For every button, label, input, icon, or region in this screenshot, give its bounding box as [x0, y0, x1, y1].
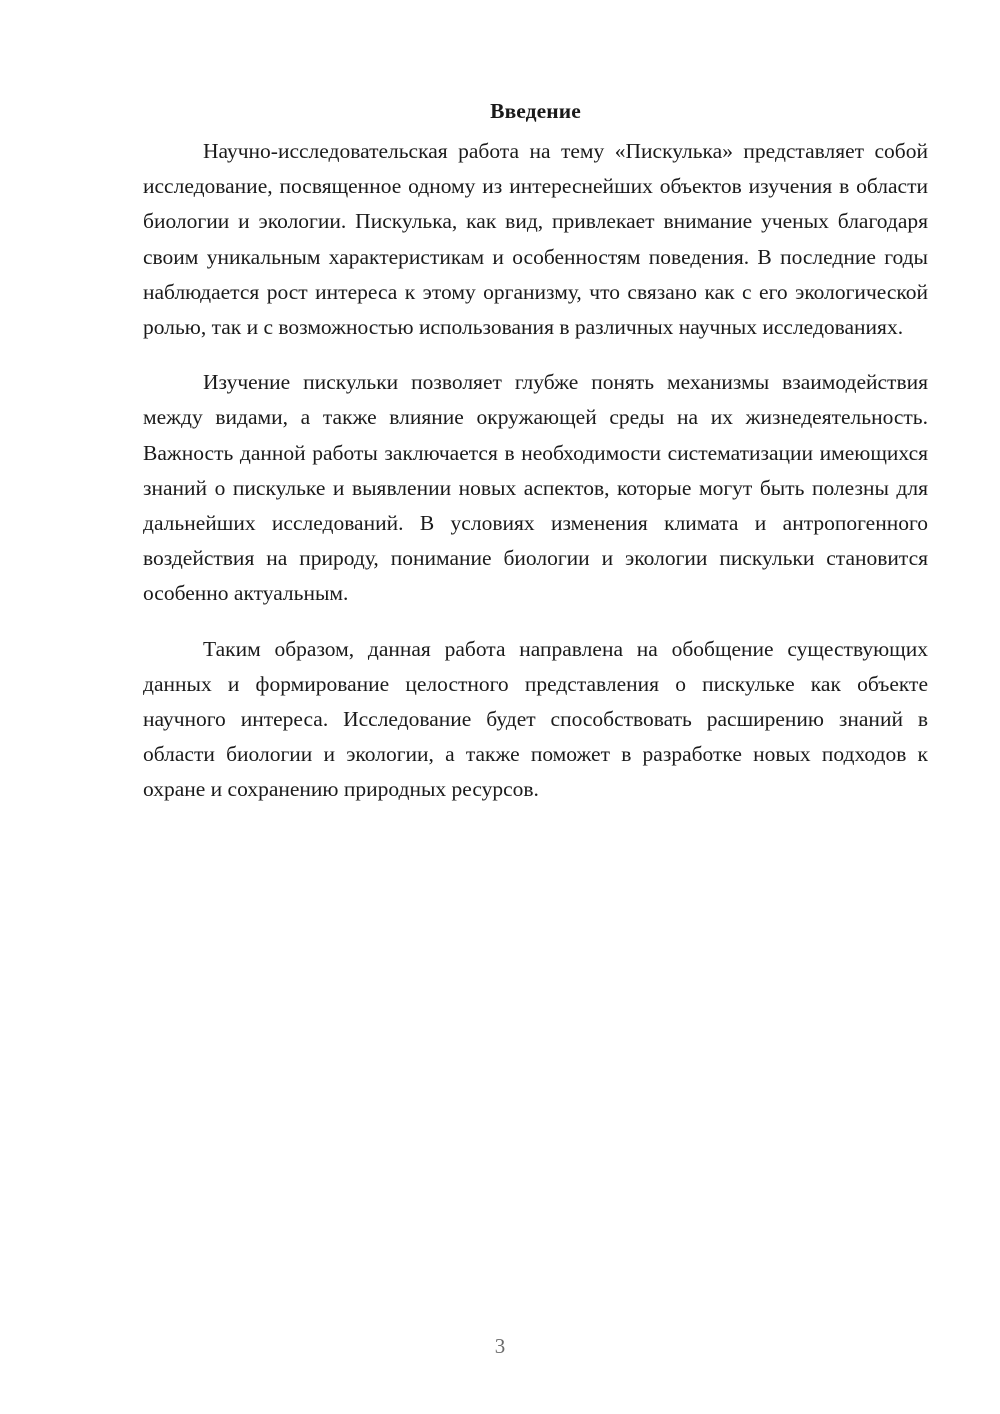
page-number: 3	[494, 1334, 506, 1358]
paragraph-1: Научно-исследовательская работа на тему «Пискулька» представляет собой исследование, посвященное одному из интереснейших объектов изучения в области биологии и экологии. Пискулька, как вид, привлекает внимание ученых благодаря своим уникальным характеристикам и особенностям поведения. В последние годы наблюдается рост интереса к этому организму, что связано как с его экологической ролью, так и с возможностью использования в различных научных исследованиях.	[143, 139, 928, 340]
section-title: Введение	[490, 99, 581, 123]
page-content	[143, 96, 928, 828]
paragraph-2: Изучение пискульки позволяет глубже понять механизмы взаимодействия между видами, а также влияние окружающей среды на их жизнедеятельность. Важность данной работы заключается в необходимости систематизации имеющихся знаний о пискульке и выявлении новых аспектов, которые могут быть полезны для дальнейших исследований. В условиях изменения климата и антропогенного воздействия на природу, понимание биологии и экологии пискульки становится особенно актуальным.	[143, 370, 928, 606]
paragraph-3: Таким образом, данная работа направлена на обобщение существующих данных и формирование целостного представления о пискульке как объекте научного интереса. Исследование будет способствовать расширению знаний в области биологии и экологии, а также поможет в разработке новых подходов к охране и сохранению природных ресурсов.	[143, 636, 928, 802]
